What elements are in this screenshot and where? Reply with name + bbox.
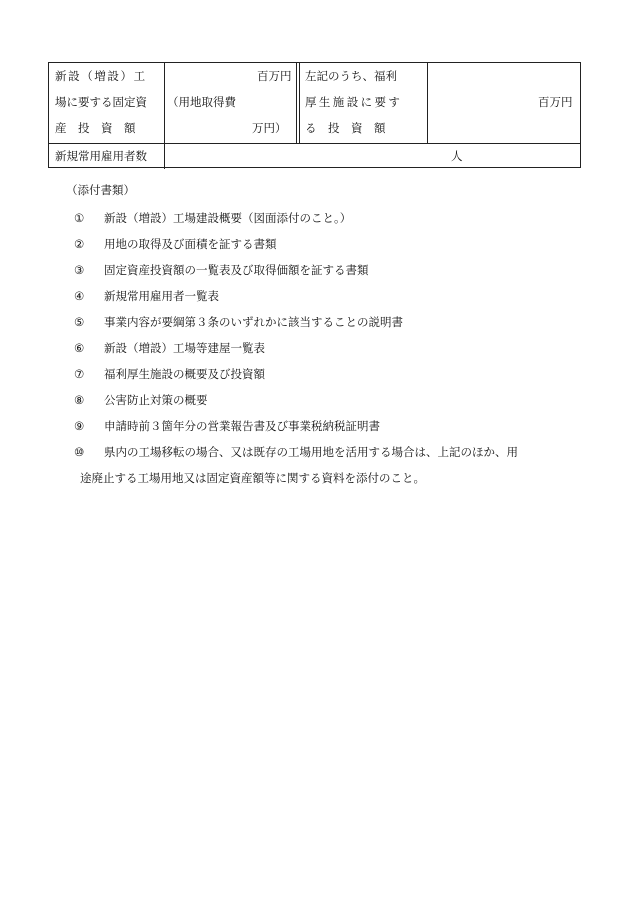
attachments-title: （添付書類） bbox=[66, 183, 135, 197]
attachment-number: ① bbox=[74, 211, 85, 225]
attachment-text: 県内の工場移転の場合、又は既存の工場用地を活用する場合は、上記のほか、用 bbox=[104, 445, 518, 459]
welfare-label-line-3: る 投 資 額 bbox=[305, 121, 386, 135]
attachment-item bbox=[74, 236, 277, 252]
col-divider-1 bbox=[164, 63, 165, 169]
attachment-item bbox=[74, 366, 265, 382]
attachment-text: 用地の取得及び面積を証する書類 bbox=[104, 237, 277, 251]
attachment-text: 固定資産投資額の一覧表及び取得価額を証する書類 bbox=[104, 263, 369, 277]
attachment-number: ④ bbox=[74, 289, 85, 303]
attachment-number: ⑧ bbox=[74, 393, 85, 407]
investment-label-line-2: 場に要する固定資 bbox=[55, 95, 147, 109]
investment-amount-unit: 百万円 bbox=[257, 69, 292, 83]
attachment-item bbox=[74, 340, 265, 356]
application-form-table bbox=[48, 62, 581, 168]
attachment-item bbox=[74, 210, 351, 226]
col-divider-3 bbox=[427, 63, 428, 143]
land-cost-label: （用地取得費 bbox=[167, 95, 236, 109]
attachment-text: 公害防止対策の概要 bbox=[104, 393, 208, 407]
col-divider-double-a bbox=[296, 63, 297, 143]
attachment-text: 新設（増設）工場建設概要（図面添付のこと。） bbox=[104, 211, 352, 225]
investment-label-line-1: 新設（増設）工 bbox=[55, 69, 147, 83]
attachment-number: ② bbox=[74, 237, 85, 251]
attachment-text: 新規常用雇用者一覧表 bbox=[104, 289, 219, 303]
attachment-text: 福利厚生施設の概要及び投資額 bbox=[104, 367, 265, 381]
new-employees-unit: 人 bbox=[451, 149, 463, 163]
investment-label-line-3: 産 投 資 額 bbox=[55, 121, 136, 135]
welfare-label-line-1: 左記のうち、福利 bbox=[305, 69, 397, 83]
attachment-text: 新設（増設）工場等建屋一覧表 bbox=[104, 341, 265, 355]
attachment-number: ⑩ bbox=[74, 445, 85, 459]
attachment-text: 事業内容が要綱第３条のいずれかに該当することの説明書 bbox=[104, 315, 403, 329]
row-divider bbox=[49, 143, 580, 144]
attachment-text-continuation: 途廃止する工場用地又は固定資産額等に関する資料を添付のこと。 bbox=[80, 471, 425, 485]
new-employees-label: 新規常用雇用者数 bbox=[55, 149, 147, 163]
attachment-number: ⑦ bbox=[74, 367, 85, 381]
attachment-item bbox=[74, 314, 403, 330]
attachment-item bbox=[74, 392, 208, 408]
welfare-amount-unit: 百万円 bbox=[538, 95, 573, 109]
welfare-label-line-2: 厚生施設に要す bbox=[305, 95, 403, 109]
col-divider-double-b bbox=[299, 63, 300, 143]
attachment-number: ⑨ bbox=[74, 419, 85, 433]
attachment-item bbox=[74, 444, 518, 460]
attachment-item bbox=[74, 418, 380, 434]
attachment-text: 申請時前３箇年分の営業報告書及び事業税納税証明書 bbox=[104, 419, 380, 433]
attachment-number: ③ bbox=[74, 263, 85, 277]
attachment-number: ⑥ bbox=[74, 341, 85, 355]
attachment-item bbox=[74, 262, 369, 278]
attachment-item bbox=[74, 288, 219, 304]
attachment-number: ⑤ bbox=[74, 315, 85, 329]
land-cost-unit: 万円） bbox=[252, 121, 287, 135]
